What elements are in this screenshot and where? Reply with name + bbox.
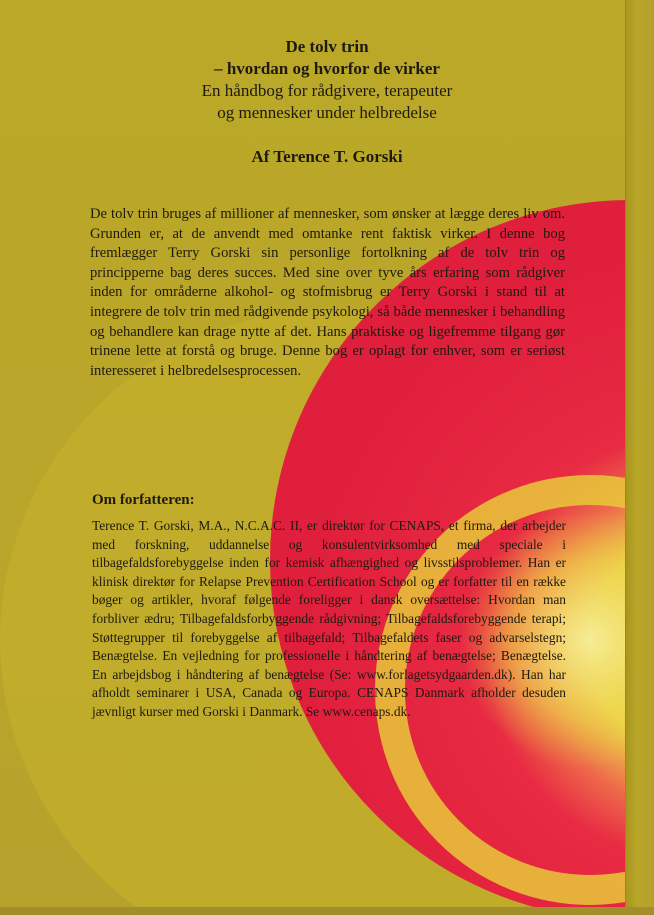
spine-edge: [625, 0, 654, 915]
title-line-2: – hvordan og hvorfor de virker: [214, 59, 440, 78]
subtitle-line-2: og mennesker under helbredelse: [217, 103, 437, 122]
subtitle-line-1: En håndbog for rådgivere, terapeuter: [201, 81, 453, 100]
about-author-heading: Om forfatteren:: [92, 492, 195, 508]
author-line: Af Terence T. Gorski: [251, 147, 403, 166]
book-blurb: De tolv trin bruges af millioner af mennesker, som ønsker at lægge deres liv om. Grunden er, at de anvendt med omtanke rent faktisk virker. I denne bog fremlægger Terry Gorski sin personlige fortolkning af de tolv trin og principperne bag deres succes. Med sine over tyve års erfaring som rådgiver inden for områderne alkohol- og stofmisbrug er Terry Gorski i stand til at integrere de tolv trin med rådgivende psykologi, så både mennesker i behandling og behandlere kan drage nytte af det. Hans praktiske og ligefremme tilgang gør trinene lette at forstå og bruge. Denne bog er oplagt for enhver, som er seriøst interesseret i helbredelsesprocessen.: [90, 206, 565, 379]
about-author-text: Terence T. Gorski, M.A., N.C.A.C. II, er direktør for CENAPS, et firma, der arbejder med forskning, uddannelse og konsulentvirksomhed med speciale i tilbagefaldsforebyggelse inden for kemisk afhængighed og livsstilsproblemer. Han er klinisk direktør for Relapse Prevention Certification School og er forfatter til en række bøger og artikler, hvoraf følgende foreligger i dansk oversættelse: Hvordan man forbliver ædru; Tilbagefaldsforbyggende rådgivning; Tilbagefaldsforebyggende terapi; Støttegrupper til forebyggelse af tilbagefald; Tilbagefaldets faser og advarselstegn; Benægtelse. En vejledning for professionelle i håndtering af benægtelse; Benægtelse. En arbejdsbog i håndtering af benægtelse (Se: www.forlagetsydgaarden.dk). Han har afholdt seminarer i USA, Canada og Europa. CENAPS Danmark afholder desuden jævnligt kurser med Gorski i Danmark. Se www.cenaps.dk.: [92, 518, 566, 719]
bottom-edge: [0, 907, 654, 915]
title-line-1: De tolv trin: [285, 37, 369, 56]
title-block: [0, 36, 654, 124]
